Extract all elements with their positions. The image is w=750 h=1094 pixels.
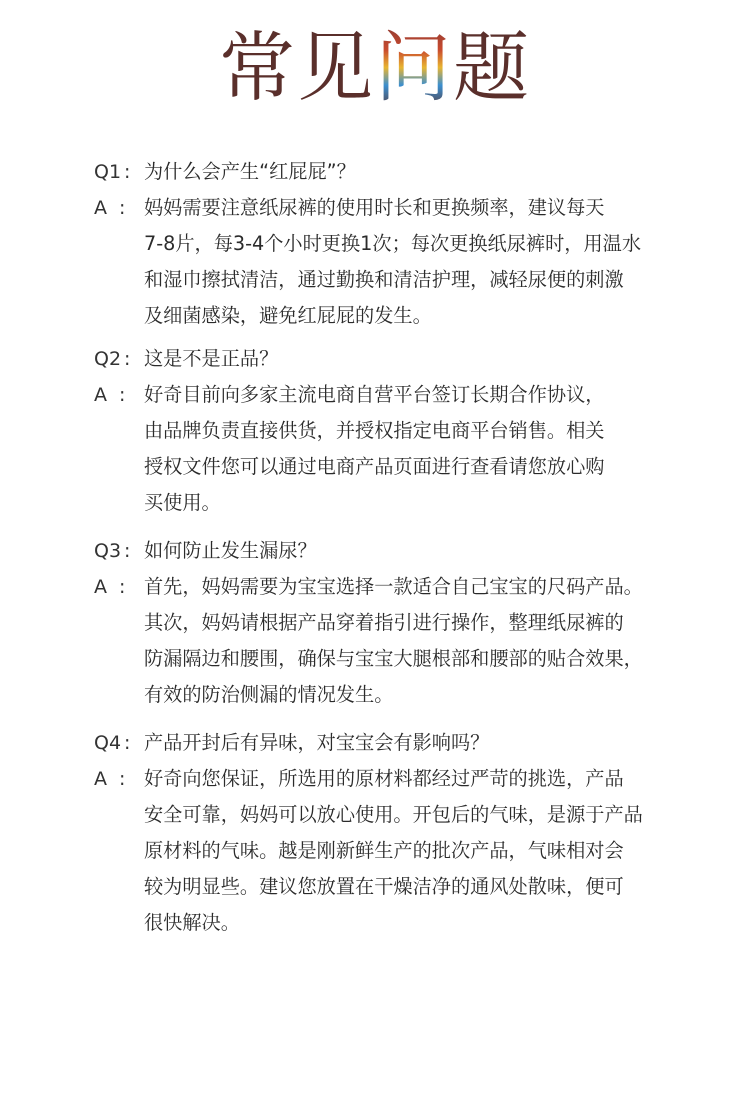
answer-line: 及细菌感染，避免红屁屁的发生。: [144, 304, 432, 327]
answer-label: A: [94, 384, 107, 406]
page-title-accent-char: 问: [375, 23, 453, 112]
answer-row: [0, 869, 750, 905]
question-row: [0, 154, 750, 190]
answer-line: 买使用。: [144, 491, 221, 514]
answer-line: 较为明显些。建议您放置在干燥洁净的通风处散味，便可: [144, 875, 624, 898]
answer-row: [0, 262, 750, 298]
page-title-part-2: 题: [453, 23, 531, 112]
answer-line: 原材料的气味。越是刚新鲜生产的批次产品，气味相对会: [144, 839, 624, 862]
question-colon: :: [124, 732, 131, 754]
question-text: 为什么会产生“红屁屁”？: [144, 160, 356, 183]
faq-item-2: [0, 341, 750, 521]
answer-line: 授权文件您可以通过电商产品页面进行查看请您放心购: [144, 455, 605, 478]
question-row: [0, 533, 750, 569]
question-text: 如何防止发生漏尿？: [144, 539, 317, 562]
question-label: Q3: [94, 540, 122, 562]
question-row: [0, 725, 750, 761]
answer-row: [0, 905, 750, 941]
answer-row: [0, 641, 750, 677]
answer-colon: :: [119, 197, 126, 219]
answer-row: [0, 298, 750, 334]
answer-line: 由品牌负责直接供货，并授权指定电商平台销售。相关: [144, 419, 605, 442]
question-colon: :: [124, 161, 131, 183]
answer-row: [0, 605, 750, 641]
question-colon: :: [124, 540, 131, 562]
answer-colon: :: [119, 576, 126, 598]
answer-line: 防漏隔边和腰围，确保与宝宝大腿根部和腰部的贴合效果，: [144, 647, 643, 670]
answer-line: 其次，妈妈请根据产品穿着指引进行操作，整理纸尿裤的: [144, 611, 624, 634]
answer-row: [0, 449, 750, 485]
answer-line: 很快解决。: [144, 911, 240, 934]
answer-row: [0, 761, 750, 797]
question-label: Q1: [94, 161, 122, 183]
question-label: Q2: [94, 348, 122, 370]
answer-label: A: [94, 768, 107, 790]
question-text: 产品开封后有异味，对宝宝会有影响吗？: [144, 731, 490, 754]
faq-item-3: [0, 533, 750, 713]
answer-line: 妈妈需要注意纸尿裤的使用时长和更换频率，建议每天: [144, 196, 605, 219]
answer-line: 有效的防治侧漏的情况发生。: [144, 683, 394, 706]
answer-row: [0, 485, 750, 521]
answer-line: 安全可靠，妈妈可以放心使用。开包后的气味，是源于产品: [144, 803, 643, 826]
answer-line: 和湿巾擦拭清洁，通过勤换和清洁护理，减轻尿便的刺激: [144, 268, 624, 291]
answer-row: [0, 833, 750, 869]
question-colon: :: [124, 348, 131, 370]
question-label: Q4: [94, 732, 122, 754]
answer-row: [0, 226, 750, 262]
faq-item-4: [0, 725, 750, 941]
answer-row: [0, 190, 750, 226]
answer-row: [0, 377, 750, 413]
page-title-part-1: 常见: [219, 23, 375, 112]
answer-line: 7-8片，每3-4个小时更换1次；每次更换纸尿裤时，用温水: [144, 232, 642, 255]
answer-line: 首先，妈妈需要为宝宝选择一款适合自己宝宝的尺码产品。: [144, 575, 643, 598]
faq-item-1: [0, 154, 750, 334]
answer-line: 好奇目前向多家主流电商自营平台签订长期合作协议，: [144, 383, 605, 406]
answer-row: [0, 413, 750, 449]
answer-row: [0, 677, 750, 713]
answer-label: A: [94, 197, 107, 219]
answer-colon: :: [119, 768, 126, 790]
page-title: [0, 18, 750, 118]
answer-row: [0, 569, 750, 605]
answer-colon: :: [119, 384, 126, 406]
question-text: 这是不是正品？: [144, 347, 279, 370]
answer-row: [0, 797, 750, 833]
answer-line: 好奇向您保证，所选用的原材料都经过严苛的挑选，产品: [144, 767, 624, 790]
answer-label: A: [94, 576, 107, 598]
question-row: [0, 341, 750, 377]
